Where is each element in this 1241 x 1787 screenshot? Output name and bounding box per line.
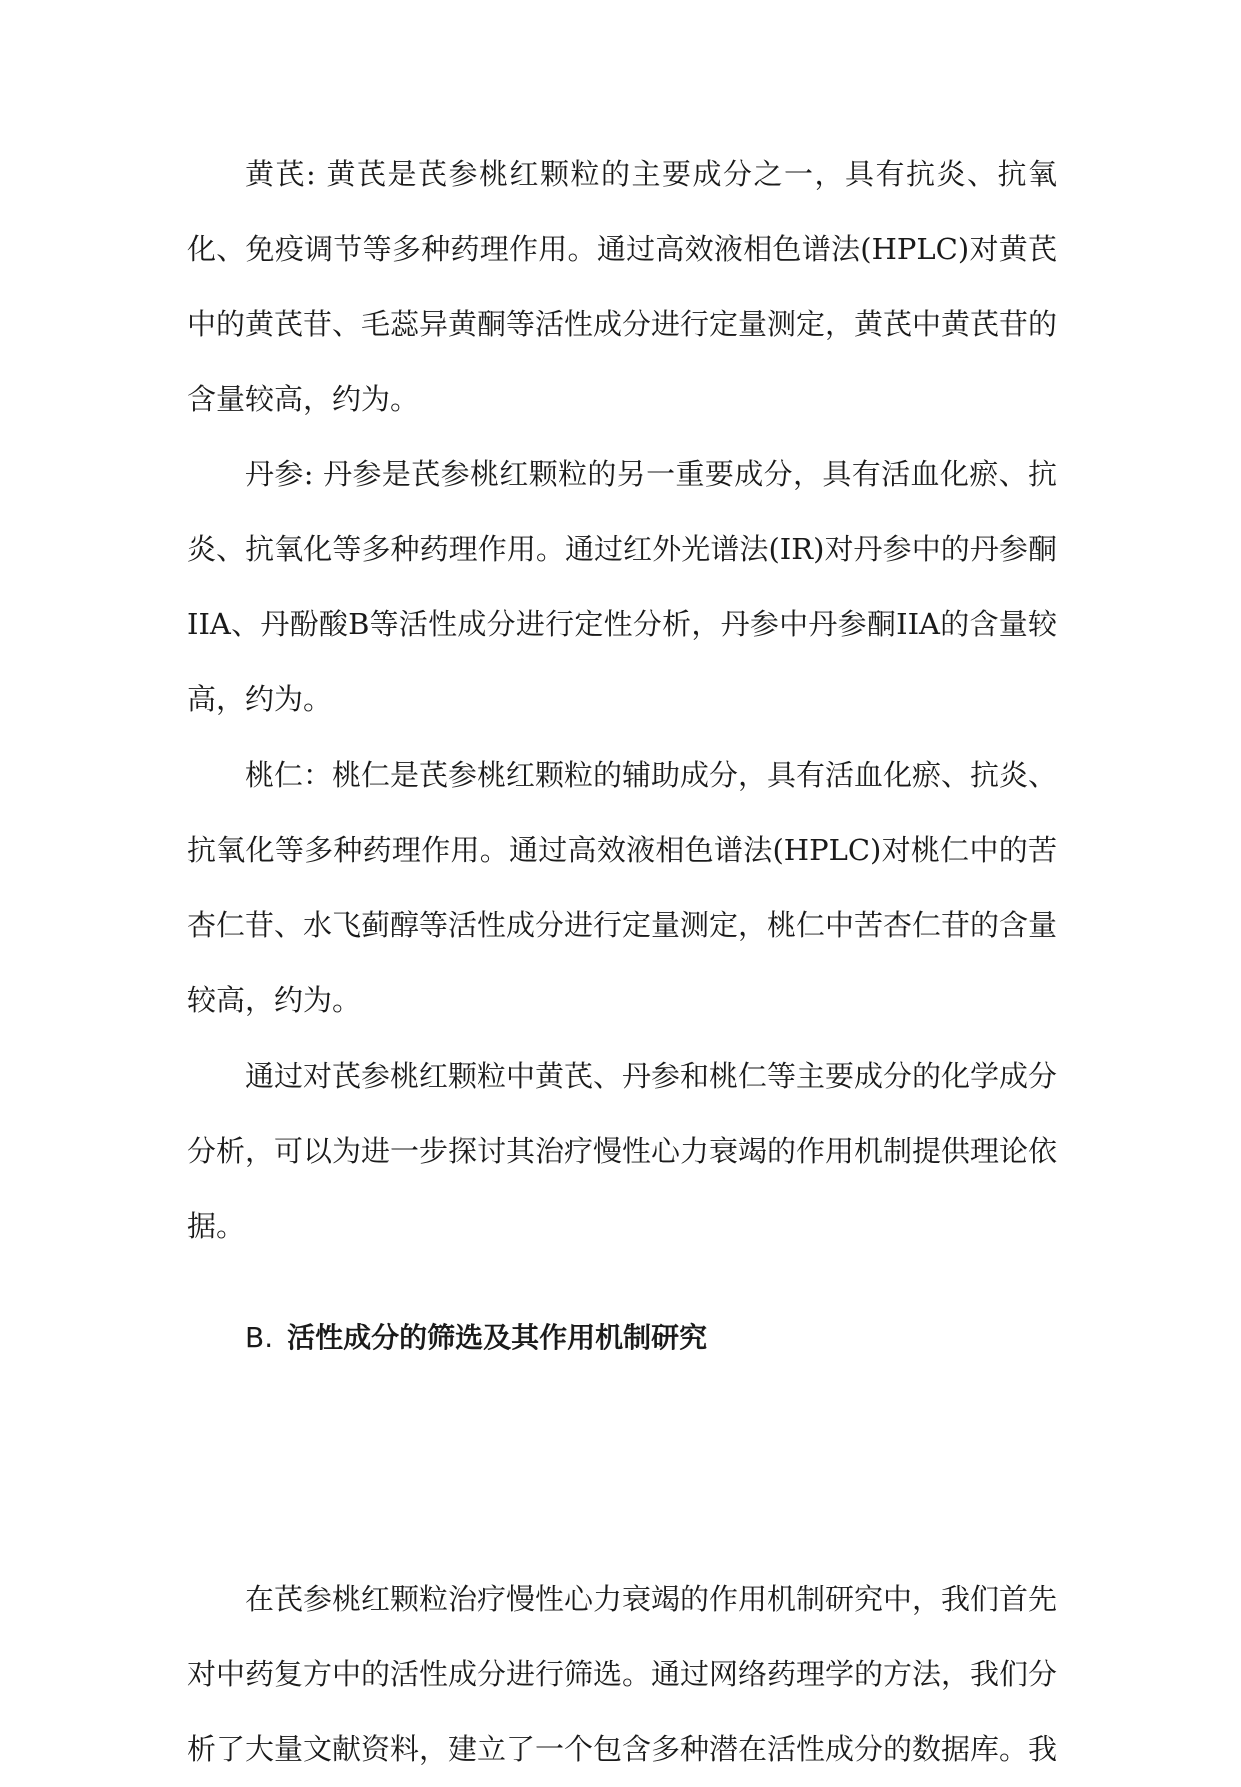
paragraph-text: 在芪参桃红颗粒治疗慢性心力衰竭的作用机制研究中，我们首先对中药复方中的活性成分进行筛选。通过网络药理学的方法，我们分析了大量文献资料，建立了一个包含多种潜在活性成分的数据库。我 <box>187 1582 1058 1766</box>
paragraph-text: 黄芪: 黄芪是芪参桃红颗粒的主要成分之一，具有抗炎、抗氧化、免疫调节等多种药理作用。通过高效液相色谱法(HPLC)对黄芪中的黄芪苷、毛蕊异黄酮等活性成分进行定量测定，黄芪中黄芪苷的含量较高，约为。 <box>187 157 1058 416</box>
section-heading-title: 活性成分的筛选及其作用机制研究 <box>287 1321 708 1354</box>
paragraph-text: 通过对芪参桃红颗粒中黄芪、丹参和桃仁等主要成分的化学成分分析，可以为进一步探讨其治疗慢性心力衰竭的作用机制提供理论依据。 <box>187 1059 1058 1243</box>
paragraph-text: 桃仁：桃仁是芪参桃红颗粒的辅助成分，具有活血化瘀、抗炎、抗氧化等多种药理作用。通过高效液相色谱法(HPLC)对桃仁中的苦杏仁苷、水飞蓟醇等活性成分进行定量测定，桃仁中苦杏仁苷的含量较高，约为。 <box>187 758 1058 1017</box>
section-heading <box>245 1318 707 1358</box>
paragraph-screening-intro <box>187 1562 1057 1787</box>
paragraph-astragalus <box>187 137 1057 437</box>
paragraph-text: 丹参: 丹参是芪参桃红颗粒的另一重要成分，具有活血化瘀、抗炎、抗氧化等多种药理作用。通过红外光谱法(IR)对丹参中的丹参酮IIA、丹酚酸B等活性成分进行定性分析，丹参中丹参酮IIA的含量较高，约为。 <box>187 457 1057 716</box>
section-heading-marker: B. <box>245 1321 274 1354</box>
paragraph-summary <box>187 1039 1057 1264</box>
paragraph-peach-kernel <box>187 738 1057 1038</box>
paragraph-salvia <box>187 437 1057 737</box>
